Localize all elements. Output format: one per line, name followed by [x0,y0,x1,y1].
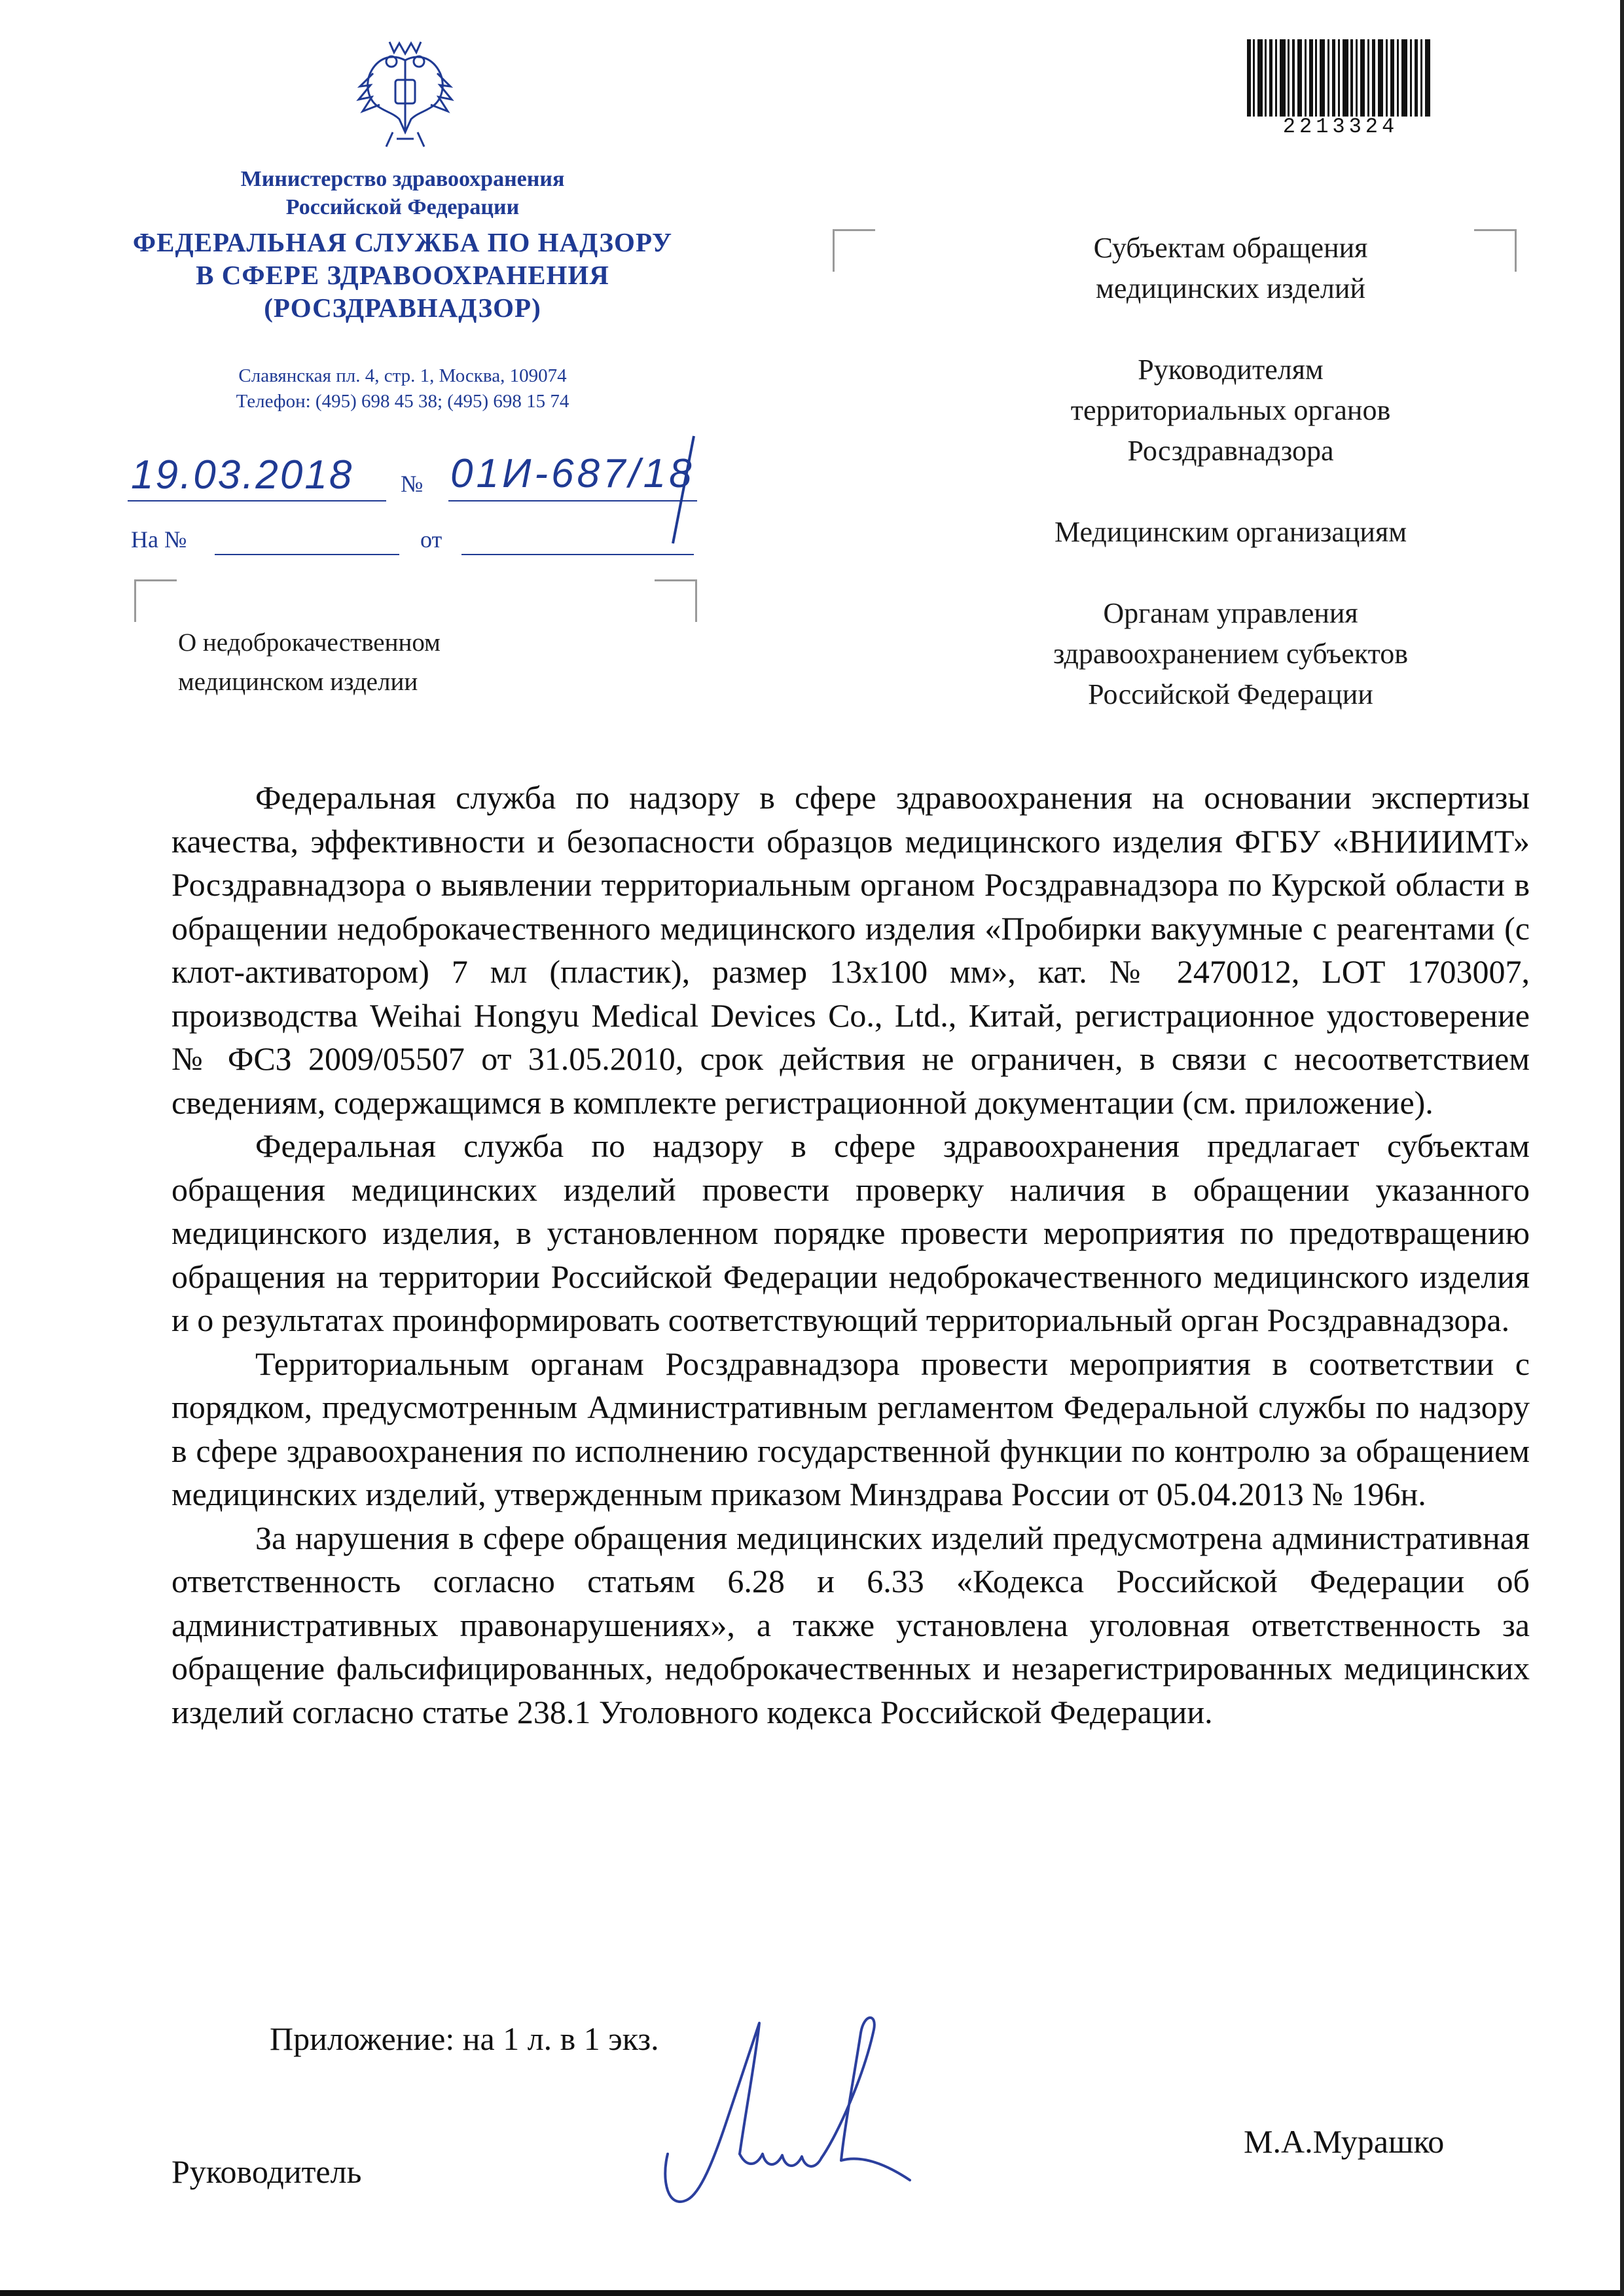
phone: Телефон: (495) 698 45 38; (495) 698 15 74 [236,391,569,412]
number-sign: № [401,471,424,497]
service-line-2: В СФЕРЕ ЗДРАВООХРАНЕНИЯ [196,260,609,290]
service-name [98,226,707,324]
body-paragraph-3: Территориальным органам Росздравнадзора провести мероприятия в соответствии с порядком, предусмотренным Административным регламентом Федеральной службы по надзору в сфере здравоохранения по исполнению государственной функции по контролю за обращением медицинских изделий, утвержденным приказом Минздрава России от 05.04.2013 № 196н. [171,1345,1530,1512]
addressee-4-line-2: здравоохранением субъектов [1053,638,1409,670]
ministry-name [98,165,707,221]
address: Славянская пл. 4, стр. 1, Москва, 109074 [238,365,567,386]
corner-mark-addressee-left [833,229,875,272]
contact-block [98,363,707,414]
corner-mark-top-right [655,579,697,622]
ministry-line-1: Министерство здравоохранения [240,167,565,191]
addressee-1-line-2: медицинских изделий [1096,272,1365,304]
subject-line-2: медицинском изделии [178,668,418,696]
body-paragraph-4: За нарушения в сфере обращения медицинских изделий предусмотрена административная ответственность согласно статьям 6.28 и 6.33 «Кодекса Российской Федерации об административных правонарушениях», а также установлена уголовная ответственность за обращение фальсифицированных, недоброкачественных и незарегистрированных медицинских изделий согласно статье 238.1 Уголовного кодекса Российской Федерации. [171,1519,1530,1730]
subject-line-1: О недоброкачественном [178,629,441,657]
letter-subject [178,623,441,702]
addressee-4 [916,593,1545,715]
barcode-number: 2213324 [1282,115,1399,139]
date-underline [128,500,386,501]
addressee-4-line-3: Российской Федерации [1088,678,1373,710]
barcode [1247,39,1434,117]
reply-from-label: от [420,526,442,553]
service-line-3: (РОСЗДРАВНАДЗОР) [264,293,541,323]
addressee-3 [916,512,1545,553]
reply-number-underline [215,554,399,555]
coat-of-arms-icon [353,34,457,152]
stroke-mark [655,432,700,550]
addressee-3-line-1: Медицинским организациям [1054,516,1407,548]
ministry-line-2: Российской Федерации [285,195,520,219]
addressee-2-line-2: территориальных органов [1070,394,1391,426]
scan-edge-right [1620,0,1624,2296]
addressee-2-line-1: Руководителям [1138,354,1324,386]
attachment-note: Приложение: на 1 л. в 1 экз. [270,2020,659,2057]
addressees-block [916,228,1545,715]
body-paragraph-1: Федеральная служба по надзору в сфере здравоохранения на основании экспертизы качества, эффективности и безопасности образцов медицинского изделия ФГБУ «ВНИИИМТ» Росздравнадзора о выявлении территориальным органом Росздравнадзора по Курской области в обращении недоброкачественного медицинского изделия «Пробирки вакуумные с реагентами (с клот-активатором) 7 мл (пластик), размер 13x100 мм», кат. № 2470012, LOT 1703007, производства Weihai Hongyu Medical Devices Co., Ltd., Китай, регистрационное удостоверение № ФСЗ 2009/05507 от 31.05.2010, срок действия не ограничен, в связи с несоответствием сведениям, содержащимся в комплекте регистрационной документации (см. приложение). [171,779,1530,1121]
service-line-1: ФЕДЕРАЛЬНАЯ СЛУЖБА ПО НАДЗОРУ [132,227,673,257]
reply-number-label: На № [131,526,187,553]
addressee-2-line-3: Росздравнадзора [1127,435,1334,467]
letter-body [171,776,1530,1734]
addressee-1-line-1: Субъектам обращения [1093,232,1368,264]
registration-date: 19.03.2018 [131,452,354,498]
signatory-name: М.А.Мурашко [1244,2123,1445,2160]
reply-from-underline [461,554,694,555]
corner-mark-top-left [134,579,177,622]
addressee-4-line-1: Органам управления [1103,597,1358,629]
handwritten-signature [648,2003,943,2219]
scan-edge-bottom [0,2290,1624,2296]
addressee-1 [916,228,1545,309]
body-paragraph-2: Федеральная служба по надзору в сфере здравоохранения предлагает субъектам обращения медицинских изделий провести проверку наличия в обращении указанного медицинского изделия, в установленном порядке провести мероприятия по предотвращению обращения на территории Российской Федерации недоброкачественного медицинского изделия и о результатах проинформировать соответствующий территориальный орган Росздравнадзора. [171,1127,1530,1338]
signatory-role: Руководитель [171,2153,362,2190]
addressee-2 [916,350,1545,471]
registration-number: 01И-687/18 [450,451,695,496]
